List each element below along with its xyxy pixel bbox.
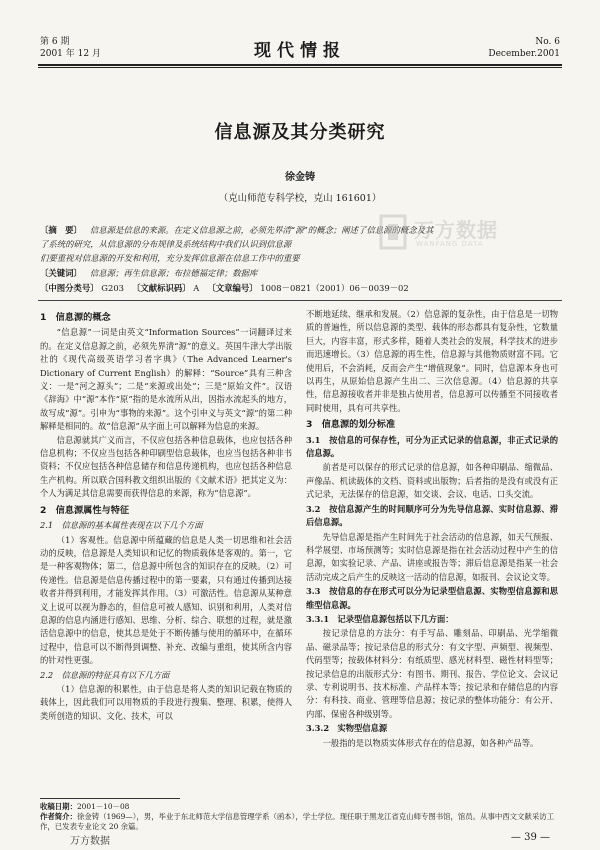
right-column — [306, 308, 558, 750]
subsection-heading-3-3-1: 3.3.1 记录型信息源包括以下几方面： — [306, 613, 454, 624]
article-author: 徐金铸 — [285, 172, 315, 183]
header-date-en: December.2001 — [488, 49, 560, 59]
paragraph: （1）信息源的积累性，由于信息是将人类的知识记载在物质的载体上，因此我们可以用物质的手段进行搜集、整理、积累，使得人类所创造的知识、文化、技术，可以 — [40, 683, 292, 721]
paragraph: （1）客观性。信息源中所蕴藏的信息是人类一切思维和社会活动的反映，信息源是人类知识和记忆的物质载体是客观的。第一，它是一种客观物体；第二，信息源中所包含的知识存在的反映。（2）可传递性。信息源是信息传播过程中的第一要素，只有通过传播到达接收者并得到利用，才能发挥其作用。（3）可激活性。信息源从某种意义上说可以视为静态的，但信息可被人感知、识别和利用，人类对信息源的信息内涵进行感知、思维、分析、综合、联想的过程，就是激活信息源中的信息，使其总是处于不断传播与使用的循环中，在循环过程中，信息可以不断得到调整、补充、改编与重组，使其所含内容的针对性更强。 — [40, 534, 292, 666]
abstract-rule — [38, 300, 562, 301]
author-bio: 徐金铸（1969—），男，毕业于东北师范大学信息管理学系（函本），学士学位。现任职于黑龙江省克山师专图书馆，馆员。从事中西文文献采访工作，已发表专业论文 20 余篇。 — [40, 812, 554, 831]
classification-line — [40, 282, 560, 294]
keywords-line — [40, 267, 560, 279]
section-heading-2: 2 信息源属性与特征 — [40, 504, 130, 516]
page-number: — 39 — — [510, 832, 550, 843]
left-column — [40, 308, 292, 723]
paragraph: 信息源就其广义而言，不仅应包括各种信息载体，也应包括各种信息机构；不仅应当包括各种印刷型信息载体，也应当包括各种非书资料；不仅应包括各种信息储存和信息传递机构，也应包括各种信息生产机构。所以联合国科教文组织出版的《文献术语》把其定义为：个人为满足其信息需要而获得信息的来源，称为“信息源”。 — [40, 434, 292, 499]
header-rule-thin — [38, 67, 562, 68]
paragraph: 前者是可以保存的形式记录的信息源，如各种印刷品、缩微品、声像品、机读载体的文档、资料或出版物；后者指的是没有或没有正式记录，无法保存的信息源，如交谈、会议、电话、口头交流。 — [306, 462, 558, 500]
paragraph: 按记录信息的方法分：有手写品、雕刻品、印刷品、光学缩微品、磁录品等；按记录信息的形式分：有文字型、声频型、视频型、代码型等；按载体材料分：有纸质型、感光材料型、磁性材料型等；按记录信息的出版形式分：有图书、期刊、报告、学位论文、会议记录、专利说明书、技术标准、产品样本等；按记录和存储信息的内容分：有科技、商业、管理等信息源；按记录的整体功能分：有公开、内部、保密各种级别等。 — [306, 628, 558, 719]
section-heading-1: 1 信息源的概念 — [40, 312, 111, 323]
footnote-received — [40, 802, 560, 812]
header-issue-en-block — [488, 36, 560, 60]
footnote-author — [40, 812, 560, 832]
header-date: 2001 年 12 月 — [40, 49, 101, 59]
abstract-text-1: 信息源是信息的来源。在定义信息源之前，必须先界清“源”的概念；阐述了信息源的概念及其 — [89, 225, 434, 235]
wanfang-logo-icon — [378, 212, 410, 252]
author-bio-label: 作者简介： — [40, 812, 77, 821]
subsection-heading-3-3-2: 3.3.2 实物型信息源 — [306, 723, 388, 734]
article-no-label: 〔文章编号〕 — [207, 283, 258, 293]
journal-name: 现代情报 — [254, 41, 346, 61]
received-label: 收稿日期： — [40, 802, 77, 811]
subsection-heading-3-3: 3.3 按信息的存在形式可以分为记录型信息源、实物型信息源和思维型信息源。 — [306, 586, 558, 610]
keywords-text: 信息源；再生信息源；布拉德福定律；数据库 — [89, 268, 258, 278]
abstract-line-2: 了系统的研究，从信息源的分布规律及系统结构中我们认识到信息源 — [40, 239, 292, 249]
header-issue-en: No. 6 — [535, 37, 560, 47]
class-label: 〔中图分类号〕 — [40, 283, 99, 293]
subsection-heading-3-1: 3.1 按信息的可保存性，可分为正式记录的信息源，非正式记录的信息源。 — [306, 434, 558, 459]
wanfang-watermark — [378, 212, 548, 256]
article-affiliation: （克山师范专科学校，克山 161601） — [218, 193, 382, 204]
article-no-value: 1008－0821（2001）06－0039－02 — [260, 283, 409, 293]
footnote-rule — [40, 798, 180, 799]
doc-value: A — [193, 283, 200, 293]
subsection-heading-2-1: 2.1 信息源的基本属性表现在以下几个方面 — [40, 520, 203, 531]
subsection-heading-2-2: 2.2 信息源的特征具有以下几方面 — [40, 669, 170, 680]
article-title: 信息源及其分类研究 — [214, 122, 386, 143]
header-rule-thick — [38, 64, 562, 66]
paragraph: “信息源”一词是由英文“Information Sources”一词翻译过来的。在定义信息源之前，必须先界清“源”的意义。英国牛津大学出版社的《现代高级英语学习者字典》（The Advanced Learner's Dictionary of Current English）的解释：“Source”具有三种含义：一是“河之源头”；二是“来源或出处”；三是“原始文件”。汉语《辞海》中“源”本作“原”指的是水流所从出，因指水流起头的地方，故写成“源”。引申为“事物的来源”。这个引申义与英文“源”的第二种解释是相同的。故“信息源”从字面上可以解释为信息的来源。 — [40, 327, 292, 432]
paragraph: 不断地延续、继承和发展。（2）信息源的复杂性，由于信息是一切物质的普遍性，所以信息源的类型、载体的形态都具有复杂性，它数量巨大，内容丰富，形式多样，随着人类社会的发展，科学技术的进步而迅速增长。（3）信息源的再生性，信息源与其他物质财富不同。它使用后，不会消耗，反而会产生“增值现象”。同时，信息源本身也可以再生，从原始信息源产生出二、三次信息源。（4）信息源的共享性，信息源接收者并非是独占使用者，信息源可以传播至不同接收者同时使用，具有可共享性。 — [306, 309, 558, 413]
keywords-label: 〔关键词〕 — [40, 268, 82, 278]
paragraph: 一般指的是以物质实体形式存在的信息源，如各种产品等。 — [322, 737, 539, 748]
watermark-text: 万方数据 — [414, 218, 498, 242]
footer-watermark: 万方数据 — [70, 836, 110, 847]
received-date: 2001－10－08 — [76, 802, 130, 811]
abstract-label: 〔摘 要〕 — [40, 225, 82, 235]
header-issue: 第 6 期 — [40, 37, 70, 47]
class-value: G203 — [101, 283, 124, 293]
paragraph: 先导信息源是指产生时间先于社会活动的信息源，如天气预报、科学展望、市场预测等；实时信息源是指在社会活动过程中产生的信息源，如实验记录、产品、讲座或报告等；滞后信息源是指某一社会活动完成之后产生的反映这一活动的信息源，如报刊、会议论文等。 — [306, 531, 558, 582]
abstract-line-3: 们要重视对信息源的开发和利用，充分发挥信息源在信息工作中的重要 — [40, 253, 300, 263]
section-heading-3: 3 信息源的划分标准 — [306, 419, 396, 431]
subsection-heading-3-2: 3.2 按信息源产生的时间顺序可分为先导信息源、实时信息源、滞后信息源。 — [306, 503, 558, 528]
doc-label: 〔文献标识码〕 — [131, 283, 191, 293]
watermark-subtext: WANFANG DATA — [416, 240, 484, 248]
